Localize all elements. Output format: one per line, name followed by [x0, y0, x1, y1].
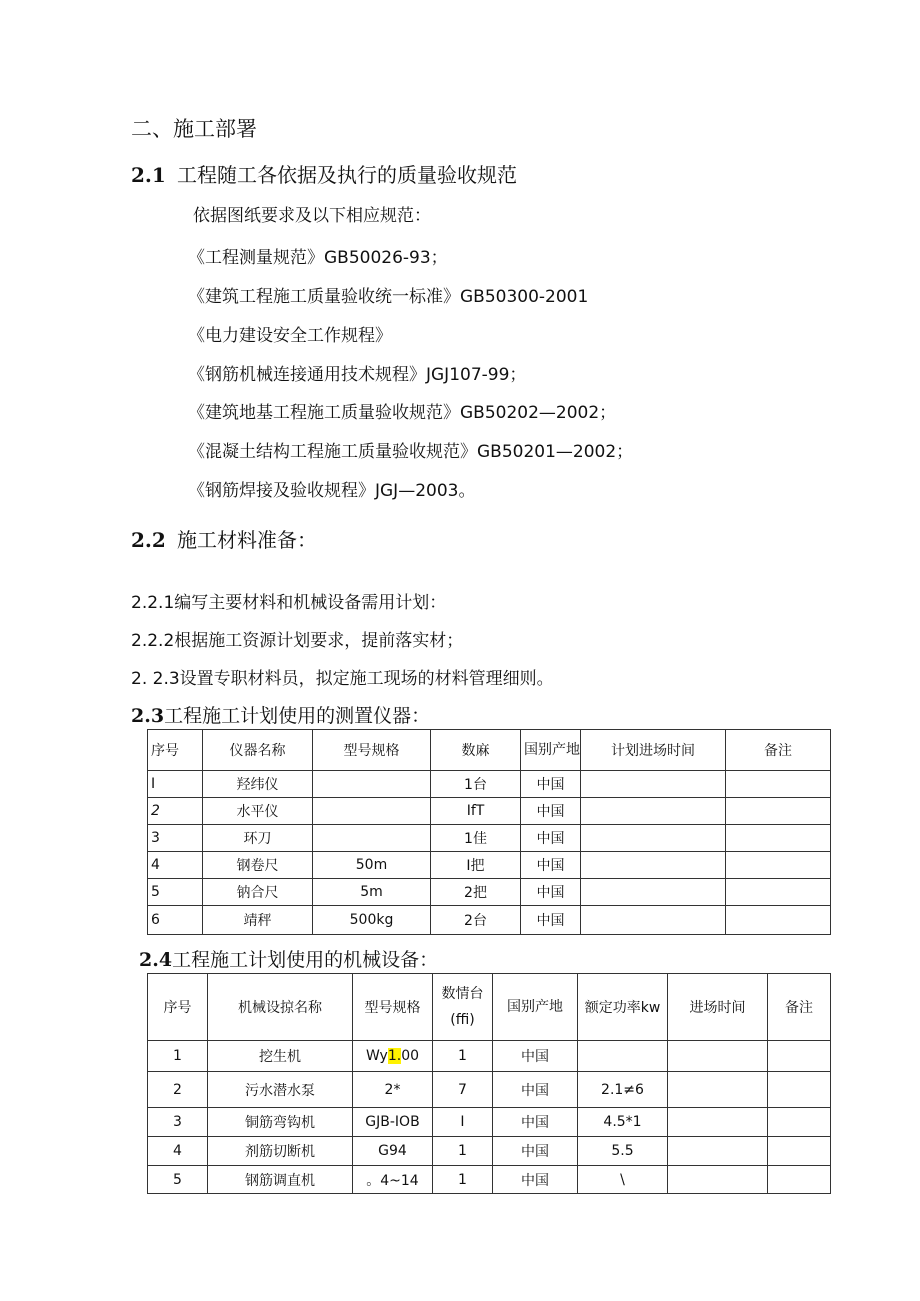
- cell-no: 3: [148, 825, 203, 852]
- cell-model: GJB-IOB: [353, 1108, 433, 1137]
- heading-number: 2.1: [131, 163, 166, 187]
- heading-text: 工程施工计划使用的机械设备：: [172, 949, 439, 971]
- cell-name: 铜筋弯钩机: [208, 1108, 353, 1137]
- cell-power: 2.1≠6: [578, 1072, 668, 1108]
- heading-number: 2.2: [131, 528, 166, 552]
- heading-2-4: [139, 945, 438, 972]
- cell-qty: 7: [433, 1072, 493, 1108]
- table-row: [148, 1072, 831, 1108]
- table-row: [148, 771, 831, 798]
- cell-origin: 中国: [493, 1108, 578, 1137]
- cell-qty: 1台: [431, 771, 521, 798]
- cell-qty: 1佳: [431, 825, 521, 852]
- cell-no: 2: [148, 798, 203, 825]
- cell-qty: I: [433, 1108, 493, 1137]
- cell-origin: 中国: [521, 906, 581, 935]
- model-suffix: 00: [401, 1048, 420, 1064]
- cell-name: 羟纬仪: [203, 771, 313, 798]
- cell-no: 6: [148, 906, 203, 935]
- cell-qty: 2把: [431, 879, 521, 906]
- highlighted-text: 1.: [387, 1048, 402, 1064]
- reference-item: 《建筑地基工程施工质量验收规范》GB50202—2002；: [188, 403, 617, 423]
- cell-model: 。4~14: [353, 1166, 433, 1194]
- cell-remark: [726, 798, 831, 825]
- table-row: [148, 1166, 831, 1194]
- cell-remark: [726, 771, 831, 798]
- cell-remark: [726, 825, 831, 852]
- cell-no: 1: [148, 1041, 208, 1072]
- cell-origin: 中国: [493, 1166, 578, 1194]
- cell-no: 4: [148, 852, 203, 879]
- cell-origin: 中国: [521, 798, 581, 825]
- cell-name: 挖生机: [208, 1041, 353, 1072]
- header-cell: 进场时间: [668, 974, 768, 1041]
- header-cell: 国别产地: [521, 730, 581, 771]
- cell-remark: [726, 906, 831, 935]
- heading-2-1: [131, 159, 517, 188]
- cell-no: 2: [148, 1072, 208, 1108]
- header-cell: 备注: [726, 730, 831, 771]
- cell-name: 钠合尺: [203, 879, 313, 906]
- header-cell: 计划进场时间: [581, 730, 726, 771]
- cell-remark: [768, 1041, 831, 1072]
- cell-time: [581, 771, 726, 798]
- cell-name: 钢卷尺: [203, 852, 313, 879]
- cell-remark: [768, 1072, 831, 1108]
- cell-name: 靖秤: [203, 906, 313, 935]
- reference-item: 《电力建设安全工作规程》: [188, 326, 392, 346]
- header-cell: 备注: [768, 974, 831, 1041]
- cell-model: [353, 1041, 433, 1072]
- cell-no: I: [148, 771, 203, 798]
- table-header-row: [148, 730, 831, 771]
- cell-time: [581, 798, 726, 825]
- table-row: [148, 879, 831, 906]
- cell-qty: 1: [433, 1137, 493, 1166]
- cell-model: [313, 798, 431, 825]
- cell-qty: 1: [433, 1041, 493, 1072]
- cell-time: [668, 1041, 768, 1072]
- heading-text: 工程随工各依据及执行的质量验收规范: [177, 163, 517, 187]
- heading-2-2: [131, 524, 317, 553]
- equipment-table: [147, 973, 831, 1194]
- cell-time: [581, 852, 726, 879]
- reference-item: 《钢筋机械连接通用技术规程》JGJ107-99；: [188, 365, 527, 385]
- heading-text: 工程施工计划使用的测置仪器：: [164, 705, 431, 727]
- header-cell: 机械设掠名称: [208, 974, 353, 1041]
- cell-model: [313, 825, 431, 852]
- reference-item: 《建筑工程施工质量验收统一标准》GB50300-2001: [188, 287, 589, 307]
- table-row: [148, 852, 831, 879]
- cell-name: 水平仪: [203, 798, 313, 825]
- cell-remark: [768, 1108, 831, 1137]
- heading-number: 2.3: [131, 705, 165, 727]
- cell-remark: [768, 1137, 831, 1166]
- table-row: [148, 906, 831, 935]
- cell-origin: 中国: [493, 1137, 578, 1166]
- cell-origin: 中国: [521, 771, 581, 798]
- cell-origin: 中国: [521, 825, 581, 852]
- cell-name: 污水潜水泵: [208, 1072, 353, 1108]
- heading-number: 2.4: [139, 949, 173, 971]
- table-row: [148, 1137, 831, 1166]
- reference-item: 《工程测量规范》GB50026-93；: [188, 248, 448, 268]
- reference-item: 《混凝土结构工程施工质量验收规范》GB50201—2002；: [188, 442, 634, 462]
- header-cell: 型号规格: [313, 730, 431, 771]
- cell-name: 剂筋切断机: [208, 1137, 353, 1166]
- cell-model: 500kg: [313, 906, 431, 935]
- header-cell: 国别产地: [493, 974, 578, 1041]
- cell-origin: 中国: [493, 1072, 578, 1108]
- cell-power: 5.5: [578, 1137, 668, 1166]
- cell-remark: [726, 852, 831, 879]
- cell-power: 4.5*1: [578, 1108, 668, 1137]
- model-prefix: Wy: [365, 1048, 388, 1064]
- header-cell: 数麻: [431, 730, 521, 771]
- cell-origin: 中国: [521, 879, 581, 906]
- header-cell: 额定功率kw: [578, 974, 668, 1041]
- cell-power: [578, 1041, 668, 1072]
- header-cell: 数情台(ffi): [433, 974, 493, 1041]
- cell-time: [668, 1166, 768, 1194]
- cell-no: 5: [148, 879, 203, 906]
- header-cell: 序号: [148, 730, 203, 771]
- cell-time: [581, 906, 726, 935]
- material-item: 2.2.1编写主要材料和机械设备需用计划：: [131, 593, 447, 613]
- cell-time: [668, 1108, 768, 1137]
- cell-name: 钢筋调直机: [208, 1166, 353, 1194]
- cell-qty: I把: [431, 852, 521, 879]
- cell-origin: 中国: [493, 1041, 578, 1072]
- instrument-table: [147, 729, 831, 935]
- table-row: [148, 1108, 831, 1137]
- cell-model: 5m: [313, 879, 431, 906]
- header-cell: 序号: [148, 974, 208, 1041]
- intro-text: 依据图纸要求及以下相应规范：: [193, 206, 431, 226]
- cell-model: [313, 771, 431, 798]
- table-row: [148, 798, 831, 825]
- heading-text: 施工材料准备：: [177, 528, 317, 552]
- cell-time: [668, 1072, 768, 1108]
- cell-power: \: [578, 1166, 668, 1194]
- cell-time: [581, 825, 726, 852]
- header-cell: 型号规格: [353, 974, 433, 1041]
- section-title: 二、施工部署: [131, 117, 257, 141]
- table-row: [148, 825, 831, 852]
- heading-2-3: [131, 701, 430, 728]
- cell-model: G94: [353, 1137, 433, 1166]
- cell-time: [668, 1137, 768, 1166]
- cell-remark: [768, 1166, 831, 1194]
- cell-origin: 中国: [521, 852, 581, 879]
- material-item: 2. 2.3设置专职材料员，拟定施工现场的材料管理细则。: [131, 669, 554, 689]
- cell-name: 环刀: [203, 825, 313, 852]
- cell-model: 2*: [353, 1072, 433, 1108]
- cell-no: 4: [148, 1137, 208, 1166]
- cell-no: 3: [148, 1108, 208, 1137]
- cell-model: 50m: [313, 852, 431, 879]
- reference-item: 《钢筋焊接及验收规程》JGJ—2003。: [188, 481, 476, 501]
- cell-qty: 2台: [431, 906, 521, 935]
- cell-qty: 1: [433, 1166, 493, 1194]
- cell-qty: IfT: [431, 798, 521, 825]
- cell-no: 5: [148, 1166, 208, 1194]
- material-item: 2.2.2根据施工资源计划要求，提前落实材；: [131, 631, 464, 651]
- header-cell: 仪器名称: [203, 730, 313, 771]
- table-header-row: [148, 974, 831, 1041]
- table-row: [148, 1041, 831, 1072]
- cell-remark: [726, 879, 831, 906]
- cell-time: [581, 879, 726, 906]
